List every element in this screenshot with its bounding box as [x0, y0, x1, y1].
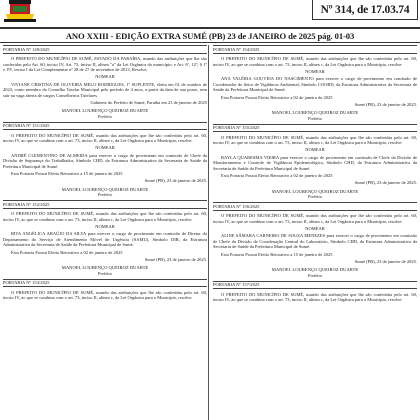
portaria-paragraph: Esta Portaria Possui Efeito Retroativo a 02 de janeiro de 2025 [221, 94, 333, 100]
portaria-paragraph: O PREFEITO DO MUNICÍPIO DE SUMÉ, ESTADO DA PARAÍBA, usando das atribuições que lhe são conferidas pelo Art. 60, inciso IV, Art. 73, inciso II, alínea "a" da Lei Orgânica do município; e Art. 6º, 12º; § 1º e 19º, inciso I da Lei Complementar nº 28 de 27 de novembro de 2013, Resolve, [3, 56, 207, 72]
portaria-paragraph: O PREFEITO DO MUNICÍPIO DE SUMÉ, usando das atribuições que lhe são conferidas pelo art. 60, inciso IV, ao que se combina com o art. 73, inciso II, alínea c, da Lei Orgânica para o Município, resolve: [3, 211, 207, 222]
portaria-heading: PORTARIA Nº 156/2025 [213, 202, 417, 211]
right-column [213, 45, 417, 420]
signature-role: Prefeito [308, 115, 322, 121]
header-rule-top [0, 27, 420, 29]
law-reference-box [312, 0, 418, 20]
portaria-block [3, 122, 207, 198]
signature-name: MANOEL LOURENÇO QUEIROZ DUARTE [61, 108, 149, 114]
portaria-paragraph: O PREFEITO DO MUNICÍPIO DE SUMÉ, usando das atribuições que lhe são conferidas pelo art. 60, inciso IV, ao que se combina com o art. 73, inciso II, alínea c, da Lei Orgânica para o Município, resolve: [213, 213, 417, 224]
portaria-paragraph: RITA ANGÉLICA ARAÚJO DA SILVA para exercer o cargo de provimento em comissão de Diretor do Departamento do Serviço de Atendimento Móvel de Urgência (SAMU), Símbolo DIR, da Estrutura Administrativa da Secretaria de Saúde da Prefeitura Municipal de Sumé. [3, 231, 207, 248]
portaria-paragraph: O PREFEITO DO MUNICÍPIO DE SUMÉ, usando das atribuições que lhe são conferidas pelo art. 60, inciso IV, ao que se combina com o art. 73, inciso II, alínea c, da Lei Orgânica para o Município, resolve: [3, 132, 207, 144]
municipal-seal-icon [2, 0, 38, 22]
signature-role: Prefeito [308, 272, 322, 278]
place-date: Sumé (PB), 23 de janeiro de 2025. [354, 101, 417, 107]
portaria-heading: PORTARIA Nº 152/2025 [3, 200, 207, 209]
portaria-paragraph: Esta Portaria Possui Efeito Retroativo a 02 de janeiro de 2025 [11, 249, 123, 255]
header-rule-bottom [0, 42, 420, 43]
masthead [0, 0, 420, 24]
portaria-heading: PORTARIA Nº 155/2025 [213, 124, 417, 133]
signature-name: MANOEL LOURENÇO QUEIROZ DUARTE [271, 267, 359, 273]
portaria-block [213, 45, 417, 121]
portaria-paragraph: RAYLA QUARESMA VIEIRA para exercer o cargo de provimento em comissão de Chefe da Divisão de Monitoramento e Controle de Vigilância Epidemiológica, Símbolo CHD, da Estrutura Administrativa da Secretaria de Saúde da Prefeitura Municipal de Sumé. [213, 154, 417, 171]
action-word: NOMEAR [305, 226, 325, 231]
portaria-block [3, 45, 207, 119]
portaria-block [213, 281, 417, 303]
portaria-paragraph: O PREFEITO DO MUNICÍPIO DE SUMÉ, usando das atribuições que lhe são conferidas pelo art. 60, inciso IV, ao que se combina com o art. 73, inciso II, alínea c, da Lei Orgânica para o Município, resolve: [3, 289, 207, 301]
portaria-heading: PORTARIA Nº 149/2025 [3, 45, 207, 54]
portaria-paragraph: VIVIANE CRISTINA DE OLIVEIRA MELO RODRIGUES, 1º SUPLENTE, eleita em 01 de outubro de 2023, como membro do Conselho Tutelar Municipal pelo período de 4 anos, a partir da data de sua posse, sem sair na vaga aberta de cargos Conselheiros Tutelares. [3, 81, 207, 98]
place-date: Sumé (PB), 23 de janeiro de 2025. [144, 257, 207, 263]
signature-role: Prefeito [98, 192, 112, 198]
action-word: NOMEAR [95, 145, 115, 151]
portaria-paragraph: Esta Portaria Possui Efeito Retroativo a 15 de janeiro de 2025 [11, 171, 123, 177]
place-date: Sumé (PB), 23 de janeiro de 2025. [354, 259, 417, 265]
edition-bar [0, 31, 420, 41]
signature-name: MANOEL LOURENÇO QUEIROZ DUARTE [271, 110, 359, 116]
left-column [3, 45, 207, 420]
action-word: NOMEAR [95, 224, 115, 229]
action-word: NOMEAR [95, 74, 115, 80]
portaria-paragraph: O PREFEITO DO MUNICÍPIO DE SUMÉ, usando das atribuições que lhe são conferidas pelo art. 60, inciso IV, ao que se combina com o art. 73, inciso II, alínea c, da Lei Orgânica para o Município, resolve: [213, 56, 417, 67]
portaria-block [3, 279, 207, 301]
portaria-heading: PORTARIA Nº 157/2025 [213, 281, 417, 290]
portaria-heading: PORTARIA Nº 151/2025 [3, 122, 207, 131]
column-divider [208, 45, 209, 420]
portaria-paragraph: O PREFEITO DO MUNICÍPIO DE SUMÉ, usando das atribuições que lhe são conferidas pelo art. 60, inciso IV, ao que se combina com o art. 73, inciso II, alínea c, da Lei Orgânica para o Município, resolve: [213, 291, 417, 303]
signature-name: MANOEL LOURENÇO QUEIROZ DUARTE [61, 186, 149, 192]
action-word: NOMEAR [305, 147, 325, 153]
portaria-paragraph: ANDRÉ CLEMENTINO DE ALMEIDA para exercer o cargo de provimento em comissão de Chefe da Divisão de Segurança do Trabalhador, Símbolo CHD, da Estrutura Administrativa da Secretaria de Saúde da Prefeitura Municipal de Sumé. [3, 152, 207, 169]
portaria-paragraph: Esta Portaria Possui Efeito Retroativo a 15 de janeiro de 2025 [221, 251, 333, 257]
portaria-paragraph: O PREFEITO DO MUNICÍPIO DE SUMÉ, usando das atribuições que lhe são conferidas pelo art. 60, inciso IV, ao que se combina com o art. 73, inciso II, alínea c, da Lei Orgânica para o Município, resolve: [213, 134, 417, 146]
portaria-heading: PORTARIA Nº 153/2025 [3, 279, 207, 288]
place-date: Gabinete do Prefeito de Sumé, Paraíba em 23 de janeiro de 2025 [90, 99, 207, 105]
portaria-paragraph: ALINE SÂMARA CARNEIRO DE SOUZA MENEZES para exercer o cargo de provimento em comissão de Chefe da Divisão de Coordenação Central do Laboratório, Símbolo CHD, da Estrutura Administrativa da Secretaria de Saúde da Prefeitura Municipal de Sumé. [213, 233, 417, 250]
edition-line: ANO XXIII - EDIÇÃO EXTRA SUMÉ (PB) 23 de JANEIRO de 2025 pág. 01-03 [65, 31, 355, 41]
law-reference: Nº 314, de 17.03.74 [320, 3, 410, 16]
place-date: Sumé (PB), 23 de janeiro de 2025. [144, 178, 207, 184]
signature-role: Prefeito [98, 270, 112, 276]
portaria-paragraph: ANA VALÉRIA GOUVEIA DO NASCIMENTO para exercer o cargo de provimento em comissão de Coordenador do Setor de Vigilância Ambiental, Símbolo COORD, da Estrutura Administrativa da Secretaria de Saúde da Prefeitura Municipal de Sumé. [213, 76, 417, 93]
portaria-block [3, 200, 207, 276]
action-word: NOMEAR [305, 68, 325, 74]
signature-role: Prefeito [308, 194, 322, 200]
portaria-heading: PORTARIA Nº 154/2025 [213, 45, 417, 54]
portaria-paragraph: Esta Portaria Possui Efeito Retroativo a 02 de janeiro de 2025 [221, 173, 333, 179]
signature-name: MANOEL LOURENÇO QUEIROZ DUARTE [61, 265, 149, 271]
portaria-block [213, 202, 417, 278]
signature-role: Prefeito [98, 113, 112, 119]
signature-name: MANOEL LOURENÇO QUEIROZ DUARTE [271, 188, 359, 194]
place-date: Sumé (PB), 23 de janeiro de 2025. [354, 180, 417, 186]
portaria-block [213, 124, 417, 200]
